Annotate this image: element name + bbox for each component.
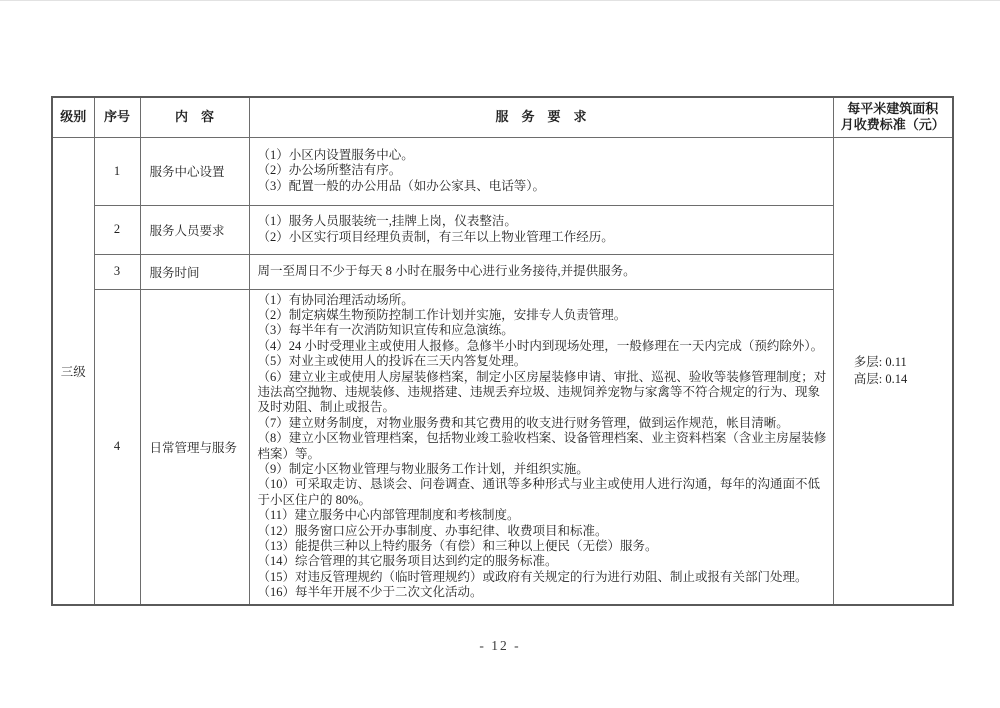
table-header-row (52, 97, 953, 137)
requirement-line: （15）对违反管理规约（临时管理规约）或政府有关规定的行为进行劝阻、制止或报有关部门处理。 (257, 569, 808, 584)
requirement-line: （3）配置一般的办公用品（如办公家具、电话等）。 (257, 178, 546, 193)
table-row (52, 289, 953, 605)
header-no: 序号 (94, 97, 140, 137)
table-row (52, 205, 953, 254)
row-number-cell: 4 (94, 289, 140, 605)
header-content: 内 容 (140, 97, 249, 137)
requirement-line: （5）对业主或使用人的投诉在三天内答复处理。 (257, 354, 527, 369)
fee-cell (833, 137, 953, 605)
row-content-cell: 服务中心设置 (140, 137, 249, 205)
header-fee-line2: 月收费标准（元） (840, 117, 945, 133)
table-row (52, 137, 953, 205)
row-requirements-cell (249, 205, 833, 254)
header-requirements: 服 务 要 求 (249, 97, 833, 137)
requirement-line: （14）综合管理的其它服务项目达到约定的服务标准。 (257, 554, 558, 569)
requirement-line: （6）建立业主或使用人房屋装修档案，制定小区房屋装修申请、审批、巡视、验收等装修管理制度；对违法高空抛物、违规装修、违规搭建、违规丢弃垃圾、违规饲养宠物与家禽等不符合规定的行为、现象及时劝阻、制止或报告。 (257, 369, 827, 415)
row-content-cell: 服务人员要求 (140, 205, 249, 254)
row-requirements-cell (249, 289, 833, 605)
requirement-line: （8）建立小区物业管理档案，包括物业竣工验收档案、设备管理档案、业主资料档案（含业主房屋装修档案）等。 (257, 431, 827, 461)
fee-line: 高层: 0.14 (853, 371, 908, 386)
requirement-line: （16）每半年开展不少于二次文化活动。 (257, 585, 483, 600)
requirement-line: （4）24 小时受理业主或使用人报修。急修半小时内到现场处理，一般修理在一天内完成（预约除外）。 (257, 338, 824, 353)
requirement-line: （10）可采取走访、恳谈会、问卷调查、通讯等多种形式与业主或使用人进行沟通，每年的沟通面不低于小区住户的 80%。 (257, 477, 821, 507)
requirement-line: （3）每半年有一次消防知识宣传和应急演练。 (257, 323, 514, 338)
header-level: 级别 (52, 97, 94, 137)
row-number-cell: 2 (94, 205, 140, 254)
requirement-line: （2）办公场所整洁有序。 (257, 163, 402, 178)
row-content-cell: 日常管理与服务 (140, 289, 249, 605)
service-standard-table (51, 96, 954, 606)
row-requirements-cell (249, 137, 833, 205)
row-requirements-cell (249, 254, 833, 289)
requirement-line: （2）制定病媒生物预防控制工作计划并实施，安排专人负责管理。 (257, 307, 627, 322)
requirement-line: （13）能提供三种以上特约服务（有偿）和三种以上便民（无偿）服务。 (257, 539, 658, 553)
header-fee-line1: 每平米建筑面积 (847, 101, 939, 117)
requirement-line: （11）建立服务中心内部管理制度和考核制度。 (257, 508, 520, 523)
table-row (52, 254, 953, 289)
requirement-line: （1）有协同治理活动场所。 (257, 292, 414, 307)
requirement-line: （7）建立财务制度，对物业服务费和其它费用的收支进行财务管理，做到运作规范，帐目清晰。 (257, 415, 789, 430)
requirement-line: （9）制定小区物业管理与物业服务工作计划，并组织实施。 (257, 461, 589, 476)
requirement-line: （2）小区实行项目经理负责制，有三年以上物业管理工作经历。 (257, 229, 614, 244)
requirement-line: （1）服务人员服装统一,挂牌上岗，仪表整洁。 (257, 214, 517, 229)
fee-line: 多层: 0.11 (853, 354, 907, 369)
row-number-cell: 3 (94, 254, 140, 289)
page-number: - 12 - (479, 638, 521, 653)
header-fee (833, 97, 953, 137)
requirement-line: （12）服务窗口应公开办事制度、办事纪律、收费项目和标准。 (257, 523, 608, 538)
row-number-cell: 1 (94, 137, 140, 205)
requirement-line: （1）小区内设置服务中心。 (257, 147, 414, 162)
row-content-cell: 服务时间 (140, 254, 249, 289)
requirement-line: 周一至周日不少于每天 8 小时在服务中心进行业务接待,并提供服务。 (257, 263, 636, 278)
level-cell: 三级 (52, 137, 94, 605)
